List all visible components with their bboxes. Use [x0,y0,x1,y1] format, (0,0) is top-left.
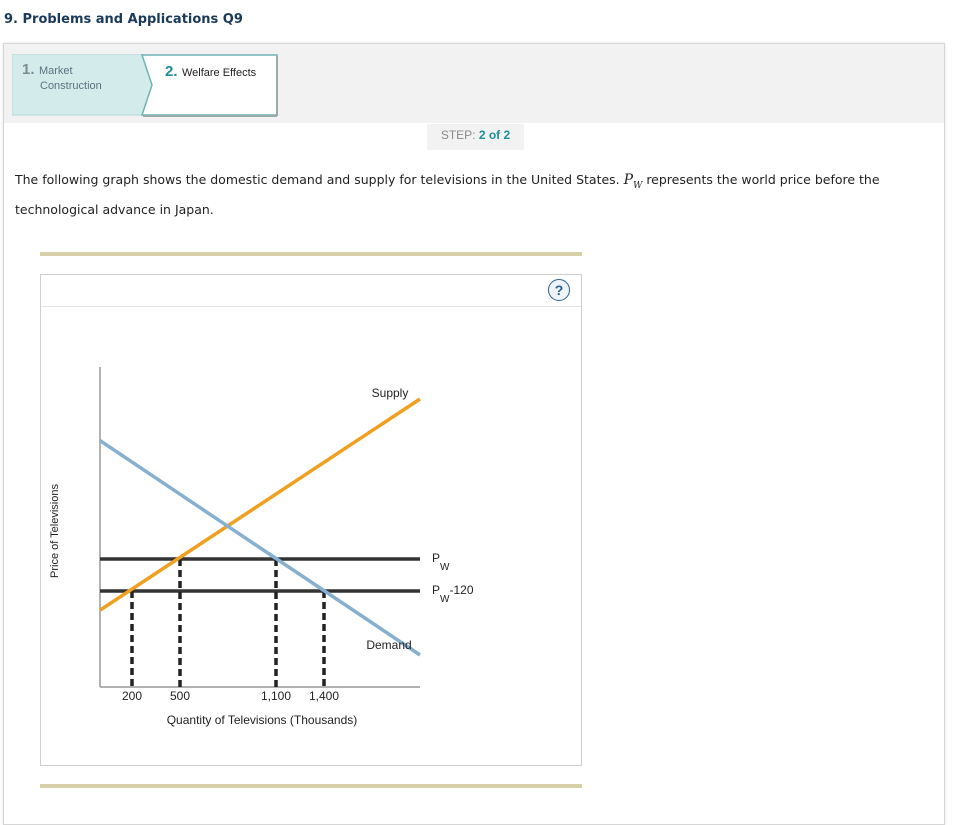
x-tick-label: 200 [121,689,143,703]
tab-2-label: Welfare Effects [181,67,257,79]
supply-label: Supply [371,386,409,400]
description-text-before: The following graph shows the domestic demand and supply for televisions in the United States. [15,172,620,187]
step-indicator [427,124,524,150]
graph-container [40,274,582,766]
tab-bar [4,44,944,123]
world-price-symbol-base: P [623,172,634,188]
problem-description [15,168,895,222]
tab-1-label-line1: Market [38,65,73,77]
supply-curve [100,399,420,610]
help-icon[interactable]: ? [548,279,570,301]
demand-label: Demand [366,638,412,652]
y-axis-label: Price of Televisions [49,484,61,578]
world-price-symbol [623,172,643,191]
tab-welfare-effects[interactable] [141,54,277,114]
demand-curve [100,441,420,655]
x-tick-label: 1,400 [308,689,340,703]
description-text-after: represents the world price before the technological advance in Japan. [15,172,880,217]
tab-2-number: 2. [165,63,178,80]
hline-label-2: $P_W-120$ [432,583,474,605]
page-title: 9. Problems and Applications Q9 [4,12,243,27]
hline-label-1: $P_W$ [432,551,450,573]
world-price-symbol-sub: W [633,180,643,191]
x-tick-label: 500 [169,689,191,703]
x-tick-label: 1,100 [260,689,292,703]
supply-demand-chart [41,275,581,765]
step-label: STEP: [440,128,476,142]
step-value: 2 of 2 [478,128,511,142]
x-axis-label: Quantity of Televisions (Thousands) [166,713,358,727]
tab-market-construction[interactable] [12,54,156,114]
tab-1-text [22,61,132,93]
tab-2-text [165,63,275,81]
tab-1-number: 1. [22,61,35,78]
problem-panel [3,43,945,825]
tab-1-label-line2: Construction [40,80,102,92]
divider-top [40,252,582,256]
divider-bottom [40,784,582,788]
